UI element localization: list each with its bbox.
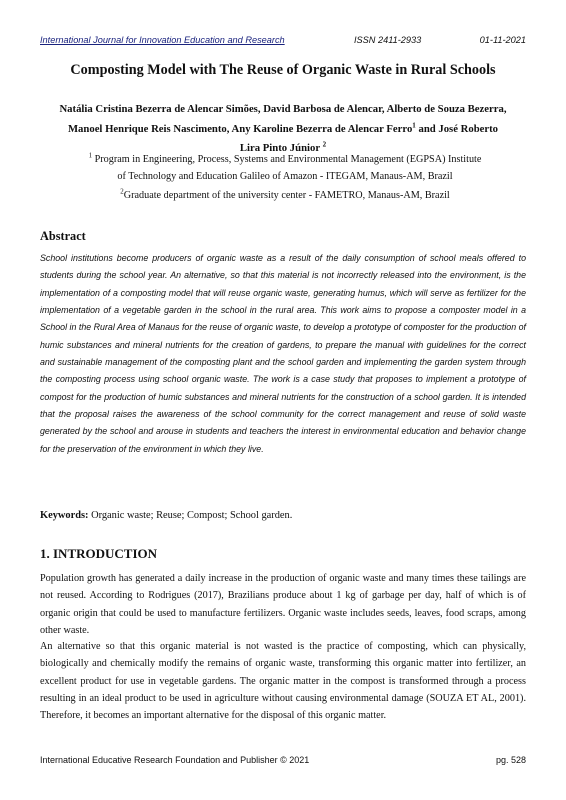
affiliation-2 [60, 188, 510, 205]
author-line-2-end: and José Roberto [415, 122, 499, 135]
page-number: pg. 528 [495, 755, 526, 765]
affiliation-1 [60, 152, 510, 185]
author-list [38, 100, 528, 159]
affiliation-1-line-2: of Technology and Education Galileo of Amazon - ITEGAM, Manaus-AM, Brazil [117, 170, 453, 182]
abstract-text: School institutions become producers of organic waste as a result of the daily consumption of school meals offered to students during the school year. An alternative, so that this material is not incorrectly released into the environment, is the implementation of a composting model that will reuse organic waste, generating humus, which will serve as fertilizer for the implementation of a vegetable garden in the school in the rural area. This work aims to propose a composter model in a School in the Rural Area of Manaus for the reuse of organic waste, to develop a prototype of composter for the production of humic substances and mineral nutrients for the creation of gardens, to prepare the manual with guidelines for the correct and sustainable management of the composting plant and the school garden and implementing the garden system through the composting process using school organic waste. The work is a case study that proposes to implement a prototype of compost for the production of humic substances and mineral nutrients for the construction of a school garden. It is intended that the proposal raises the awareness of the school community for the correct management and reuse of solid waste generated by the school and arouse in students and teachers the interest in environmental education and behavior change for the preservation of the environment in which they live. [40, 253, 526, 454]
issn: ISSN 2411-2933 [354, 35, 422, 45]
author-line-2 [38, 120, 528, 140]
intro-paragraph-1: Population growth has generated a daily increase in the production of organic waste and many times these tailings are not reused. According to Rodrigues (2017), Brazilians produce about 1 kg of garbage per day, half of which is of organic origin that could be used to manufacture fertilizers. Organic waste includes seeds, leaves, food scraps, among other waste. [40, 573, 526, 636]
keywords [40, 510, 526, 521]
author-line-3-text: Lira Pinto Júnior [239, 142, 323, 154]
page-footer [40, 755, 526, 769]
keywords-list: Organic waste; Reuse; Compost; School garden. [88, 510, 293, 521]
affiliation-2-text: Graduate department of the university center - FAMETRO, Manaus-AM, Brazil [123, 190, 450, 201]
affiliation-number: 1 [88, 151, 93, 160]
issue-date: 01-11-2021 [479, 35, 526, 45]
running-header [40, 35, 526, 49]
affiliation-number: 2 [120, 187, 124, 196]
author-line-2-text: Manoel Henrique Reis Nascimento, Any Karoline Bezerra de Alencar Ferro [67, 122, 413, 135]
journal-link[interactable]: International Journal for Innovation Education and Research [40, 35, 285, 45]
intro-paragraph-2: An alternative so that this organic material is not wasted is the practice of composting, which can physically, biologically and chemically modify the remains of organic waste, transforming this organic matter into fertilizer, an excellent product for use in vegetable gardens. The organic matter in the compost is transformed through a process resulting in an ideal product to be used in agriculture without causing environmental damage (SOUZA ET AL, 2001). Therefore, it becomes an important alternative for the disposal of this organic matter. [40, 641, 526, 722]
affiliation-1-line-1 [60, 152, 510, 169]
author-line-1: Natália Cristina Bezerra de Alencar Simões, David Barbosa de Alencar, Alberto de Souza Bezerra, [59, 103, 507, 115]
keywords-label: Keywords: [40, 510, 89, 521]
affiliation-1-text: Program in Engineering, Process, Systems and Environmental Management (EGPSA) Institute [92, 154, 482, 165]
publisher-notice: International Educative Research Foundation and Publisher © 2021 [40, 755, 310, 765]
paper-title: Composting Model with The Reuse of Organic Waste in Rural Schools [70, 62, 496, 78]
affiliation-marker: 1 [412, 120, 416, 129]
abstract-heading: Abstract [40, 229, 86, 243]
affiliation-marker: 2 [322, 140, 327, 149]
section-heading-introduction: 1. INTRODUCTION [40, 546, 158, 561]
